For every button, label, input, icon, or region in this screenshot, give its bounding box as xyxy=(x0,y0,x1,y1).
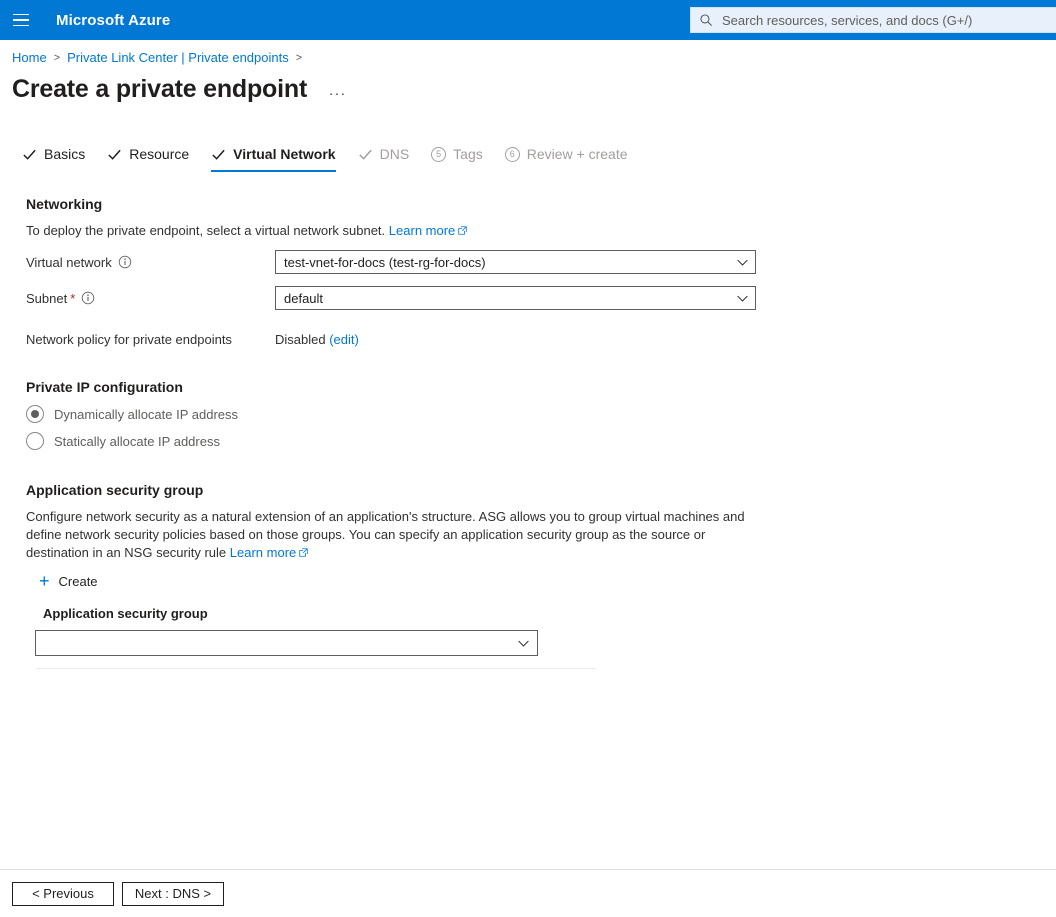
search-input[interactable] xyxy=(720,12,1056,29)
subnet-label: Subnet xyxy=(26,290,68,306)
plus-icon: + xyxy=(39,571,50,591)
breadcrumb-item-home[interactable]: Home xyxy=(12,50,47,65)
tab-virtual-network-label: Virtual Network xyxy=(233,146,336,162)
breadcrumb-separator-icon-2: > xyxy=(295,51,303,64)
tab-virtual-network[interactable] xyxy=(211,138,335,172)
previous-button[interactable]: < Previous xyxy=(12,882,114,906)
top-navigation-bar xyxy=(0,0,1056,40)
subnet-select[interactable] xyxy=(275,286,756,310)
tab-tags-label: Tags xyxy=(453,146,483,162)
radio-dynamic-ip-indicator[interactable] xyxy=(26,405,44,423)
network-policy-value: Disabled xyxy=(275,332,326,347)
asg-select[interactable] xyxy=(35,630,538,656)
tab-review-create[interactable] xyxy=(505,138,628,172)
subnet-required-marker: * xyxy=(70,290,76,306)
subnet-field-row xyxy=(26,286,1056,310)
subnet-label-wrap xyxy=(26,291,275,306)
asg-learn-more-link[interactable]: Learn more xyxy=(229,545,297,560)
azure-brand-label[interactable]: Microsoft Azure xyxy=(56,11,171,29)
chevron-down-icon xyxy=(517,637,530,650)
check-icon xyxy=(358,147,373,162)
radio-static-ip[interactable] xyxy=(26,432,1056,450)
radio-dynamic-ip-label: Dynamically allocate IP address xyxy=(54,406,239,422)
tab-dns[interactable] xyxy=(358,138,410,172)
networking-heading: Networking xyxy=(26,196,103,212)
page-title-row xyxy=(0,65,1056,104)
network-policy-edit-link[interactable]: (edit) xyxy=(329,332,359,347)
asg-create-button[interactable] xyxy=(39,572,98,590)
virtual-network-field-row xyxy=(26,250,1056,274)
check-icon xyxy=(22,147,37,162)
asg-heading: Application security group xyxy=(26,482,204,498)
radio-dynamic-ip[interactable] xyxy=(26,405,1056,423)
hamburger-icon[interactable] xyxy=(0,0,42,40)
asg-description-text: Configure network security as a natural extension of an application's structure. ASG allows you to group virtual machines and define network security policies based on those groups. You can specify an application security group as the source or destination in an NSG security rule xyxy=(26,509,745,560)
more-options-button[interactable]: ... xyxy=(329,82,347,98)
external-link-icon xyxy=(299,548,308,557)
breadcrumb xyxy=(0,40,1056,65)
virtual-network-select-value: test-vnet-for-docs (test-rg-for-docs) xyxy=(284,254,486,270)
virtual-network-label: Virtual network xyxy=(26,254,112,270)
tab-tags[interactable] xyxy=(431,138,483,172)
external-link-icon xyxy=(458,226,467,235)
radio-static-ip-label: Statically allocate IP address xyxy=(54,433,220,449)
asg-description xyxy=(26,508,748,562)
tab-resource-label: Resource xyxy=(129,146,190,162)
form-content xyxy=(0,196,1056,669)
networking-learn-more-link[interactable]: Learn more xyxy=(388,223,456,238)
network-policy-value-wrap xyxy=(275,332,359,347)
breadcrumb-item-private-link-center[interactable]: Private Link Center | Private endpoints xyxy=(67,50,289,65)
next-dns-button[interactable]: Next : DNS > xyxy=(122,882,224,906)
info-icon[interactable] xyxy=(118,255,132,269)
info-icon[interactable] xyxy=(81,291,95,305)
global-search-box[interactable] xyxy=(690,7,1056,33)
networking-description xyxy=(26,222,756,240)
asg-select-row xyxy=(35,630,597,669)
check-icon xyxy=(211,147,226,162)
network-policy-label: Network policy for private endpoints xyxy=(26,332,232,347)
asg-create-label: Create xyxy=(58,573,98,589)
subnet-select-value: default xyxy=(284,290,324,306)
step-number-icon-6: 6 xyxy=(505,147,520,162)
asg-table-header: Application security group xyxy=(43,606,208,621)
chevron-down-icon xyxy=(736,256,749,269)
search-icon xyxy=(699,13,713,27)
check-icon xyxy=(107,147,122,162)
networking-description-text: To deploy the private endpoint, select a virtual network subnet. xyxy=(26,223,386,238)
tab-dns-label: DNS xyxy=(379,146,410,162)
radio-static-ip-indicator[interactable] xyxy=(26,432,44,450)
wizard-footer xyxy=(0,869,1056,917)
tab-review-create-label: Review + create xyxy=(526,146,628,162)
chevron-down-icon xyxy=(736,292,749,305)
private-ip-heading: Private IP configuration xyxy=(26,379,183,395)
virtual-network-label-wrap xyxy=(26,255,275,270)
virtual-network-select[interactable] xyxy=(275,250,756,274)
tab-basics-label: Basics xyxy=(44,146,86,162)
step-number-icon-5: 5 xyxy=(431,147,446,162)
tab-resource[interactable] xyxy=(107,138,189,172)
breadcrumb-separator-icon: > xyxy=(53,51,61,64)
tab-basics[interactable] xyxy=(22,138,85,172)
wizard-tabs xyxy=(0,138,1056,172)
page-title: Create a private endpoint xyxy=(12,75,308,103)
network-policy-row xyxy=(26,332,1056,347)
